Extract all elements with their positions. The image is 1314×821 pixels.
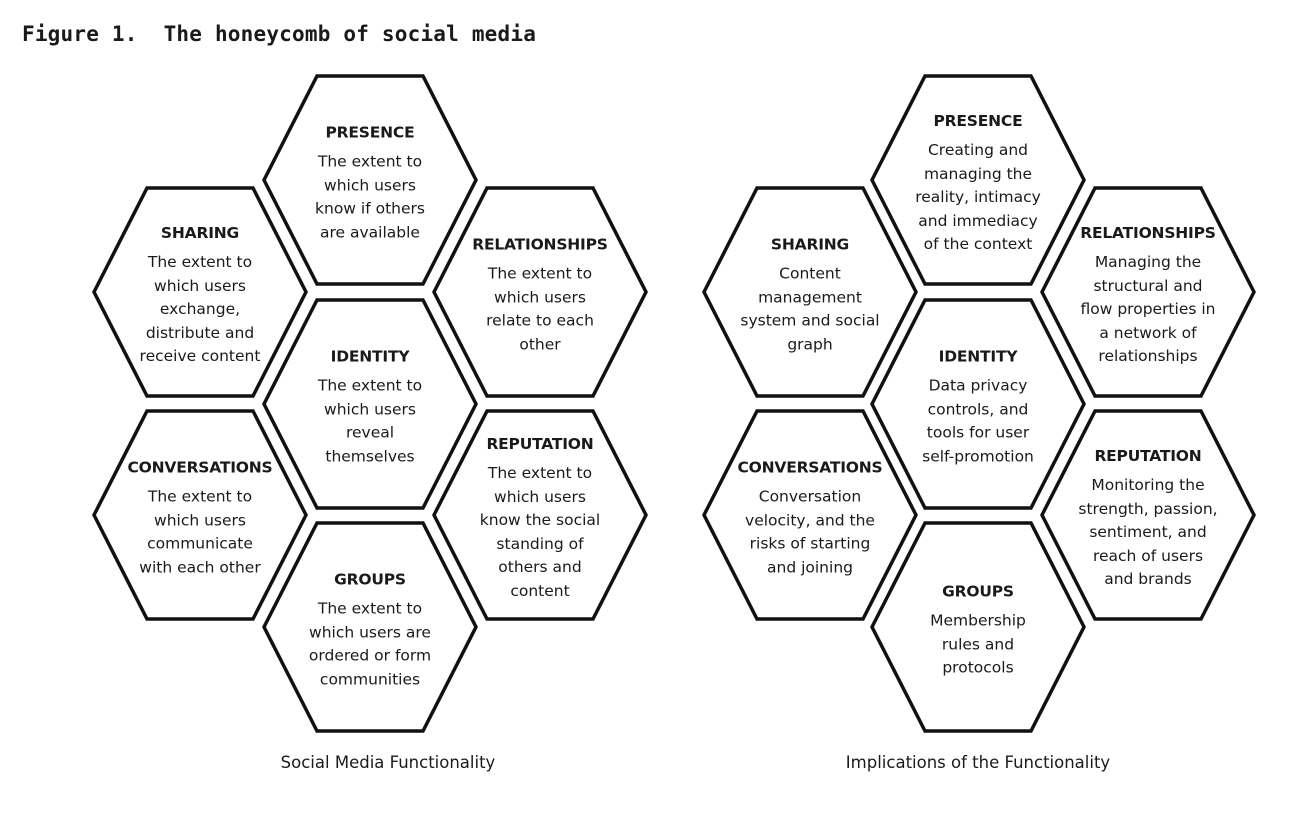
hex-description-line: which users bbox=[324, 176, 416, 194]
hex-description bbox=[455, 462, 625, 603]
hex-label-identity bbox=[285, 348, 455, 469]
hex-description-line: rules and bbox=[941, 634, 1015, 653]
hex-description bbox=[115, 251, 285, 369]
hex-label-groups bbox=[893, 582, 1063, 680]
hex-title: RELATIONSHIPS bbox=[1080, 223, 1216, 242]
hex-title: RELATIONSHIPS bbox=[472, 235, 608, 254]
hex-description-line: which users bbox=[494, 487, 586, 506]
hex-description-line: protocols bbox=[942, 658, 1014, 677]
hex-description-line: Creating and bbox=[927, 140, 1029, 159]
hex-description-line: Data privacy bbox=[928, 376, 1028, 395]
hex-description-line: The extent to bbox=[487, 264, 593, 283]
hex-title: CONVERSATIONS bbox=[737, 458, 883, 477]
hex-title: SHARING bbox=[160, 223, 240, 242]
hex-description bbox=[893, 375, 1063, 469]
hex-description-line: with each other bbox=[139, 558, 261, 576]
hex-description-line: which users bbox=[494, 288, 586, 306]
hex-description-line: sentiment, and bbox=[1089, 522, 1207, 541]
hex-description-line: velocity, and the bbox=[745, 511, 875, 529]
hex-description bbox=[1063, 251, 1233, 369]
hex-description-line: ordered or form bbox=[308, 646, 432, 665]
hex-description bbox=[725, 263, 895, 357]
hex-description-line: Conversation bbox=[758, 487, 862, 506]
hex-description-line: flow properties in bbox=[1080, 299, 1216, 318]
hex-description-line: reach of users bbox=[1092, 546, 1204, 565]
hex-description bbox=[285, 375, 455, 469]
hex-description bbox=[115, 486, 285, 580]
hex-description bbox=[893, 609, 1063, 680]
hex-description-line: communicate bbox=[147, 534, 253, 553]
hex-description-line: exchange, bbox=[159, 299, 241, 318]
hex-description-line: reality, intimacy bbox=[915, 187, 1041, 206]
hex-label-reputation bbox=[1063, 447, 1233, 592]
figure-title-text: The honeycomb of social media bbox=[163, 22, 537, 46]
hex-description-line: are available bbox=[320, 223, 420, 241]
hex-description-line: a network of bbox=[1099, 323, 1197, 342]
hex-description bbox=[1063, 474, 1233, 592]
hex-title: IDENTITY bbox=[938, 347, 1018, 366]
hex-description-line: The extent to bbox=[317, 599, 423, 618]
hex-description bbox=[893, 139, 1063, 257]
hex-description-line: which users bbox=[154, 511, 246, 529]
hex-label-sharing bbox=[115, 224, 285, 369]
hex-title: SHARING bbox=[770, 235, 850, 254]
hex-description-line: reveal bbox=[345, 423, 395, 442]
hex-label-conversations bbox=[115, 459, 285, 580]
hex-description-line: of the context bbox=[923, 234, 1033, 253]
hex-description-line: Managing the bbox=[1094, 252, 1202, 271]
hex-description-line: The extent to bbox=[317, 376, 423, 395]
hex-description-line: which users bbox=[324, 400, 416, 418]
hex-label-sharing bbox=[725, 236, 895, 357]
hex-description-line: other bbox=[519, 335, 561, 353]
hex-description-line: management bbox=[758, 288, 862, 306]
hex-description-line: relationships bbox=[1098, 346, 1198, 365]
hex-description-line: controls, and bbox=[927, 400, 1029, 418]
hex-description-line: others and bbox=[498, 558, 582, 576]
hex-description-line: Monitoring the bbox=[1091, 475, 1205, 494]
hex-description-line: The extent to bbox=[317, 152, 423, 171]
hex-description-line: structural and bbox=[1093, 276, 1203, 295]
hex-description bbox=[285, 151, 455, 245]
hex-title: CONVERSATIONS bbox=[127, 458, 273, 477]
hex-description-line: content bbox=[510, 581, 570, 600]
hex-label-relationships bbox=[455, 236, 625, 357]
hex-description-line: graph bbox=[787, 335, 833, 353]
hex-description-line: which users bbox=[154, 276, 246, 295]
hex-title: PRESENCE bbox=[933, 111, 1023, 130]
hex-description-line: The extent to bbox=[147, 487, 253, 506]
hex-title: REPUTATION bbox=[486, 435, 594, 453]
hex-label-presence bbox=[285, 124, 455, 245]
hex-description-line: receive content bbox=[139, 346, 261, 365]
hex-title: REPUTATION bbox=[1094, 446, 1202, 465]
hex-title: GROUPS bbox=[334, 570, 406, 589]
hex-title: GROUPS bbox=[942, 582, 1014, 601]
hex-label-presence bbox=[893, 112, 1063, 257]
caption-implications: Implications of the Functionality bbox=[845, 753, 1111, 772]
hex-description-line: and immediacy bbox=[918, 211, 1038, 230]
hex-description-line: managing the bbox=[923, 164, 1033, 183]
hex-description-line: themselves bbox=[325, 447, 415, 465]
hex-description-line: standing of bbox=[496, 534, 584, 553]
hex-description bbox=[285, 598, 455, 692]
hex-description-line: Content bbox=[779, 264, 841, 283]
caption-functionality: Social Media Functionality bbox=[280, 753, 496, 772]
hex-description-line: risks of starting bbox=[749, 534, 871, 553]
hex-description-line: system and social bbox=[740, 311, 880, 330]
hex-description-line: The extent to bbox=[147, 252, 253, 271]
hex-description-line: tools for user bbox=[926, 423, 1030, 442]
hex-description-line: and joining bbox=[767, 558, 853, 576]
hex-label-identity bbox=[893, 348, 1063, 469]
figure-number: Figure 1. bbox=[22, 22, 138, 46]
hex-description-line: communities bbox=[319, 670, 421, 688]
hex-description-line: Membership bbox=[930, 611, 1026, 630]
hex-description-line: which users are bbox=[309, 623, 431, 641]
hex-description-line: know if others bbox=[315, 199, 425, 218]
hex-description-line: The extent to bbox=[487, 464, 593, 482]
hex-title: IDENTITY bbox=[330, 347, 410, 366]
hex-description-line: know the social bbox=[479, 511, 601, 529]
hex-description bbox=[455, 263, 625, 357]
hex-label-relationships bbox=[1063, 224, 1233, 369]
hex-label-reputation bbox=[455, 435, 625, 603]
hex-label-conversations bbox=[725, 459, 895, 580]
hex-description-line: distribute and bbox=[145, 323, 255, 342]
hex-description-line: strength, passion, bbox=[1078, 499, 1218, 518]
hex-title: PRESENCE bbox=[325, 123, 415, 142]
hex-description bbox=[725, 486, 895, 580]
hex-description-line: relate to each bbox=[486, 311, 594, 330]
hex-description-line: and brands bbox=[1104, 569, 1192, 588]
hex-label-groups bbox=[285, 571, 455, 692]
hex-description-line: self-promotion bbox=[922, 447, 1034, 465]
